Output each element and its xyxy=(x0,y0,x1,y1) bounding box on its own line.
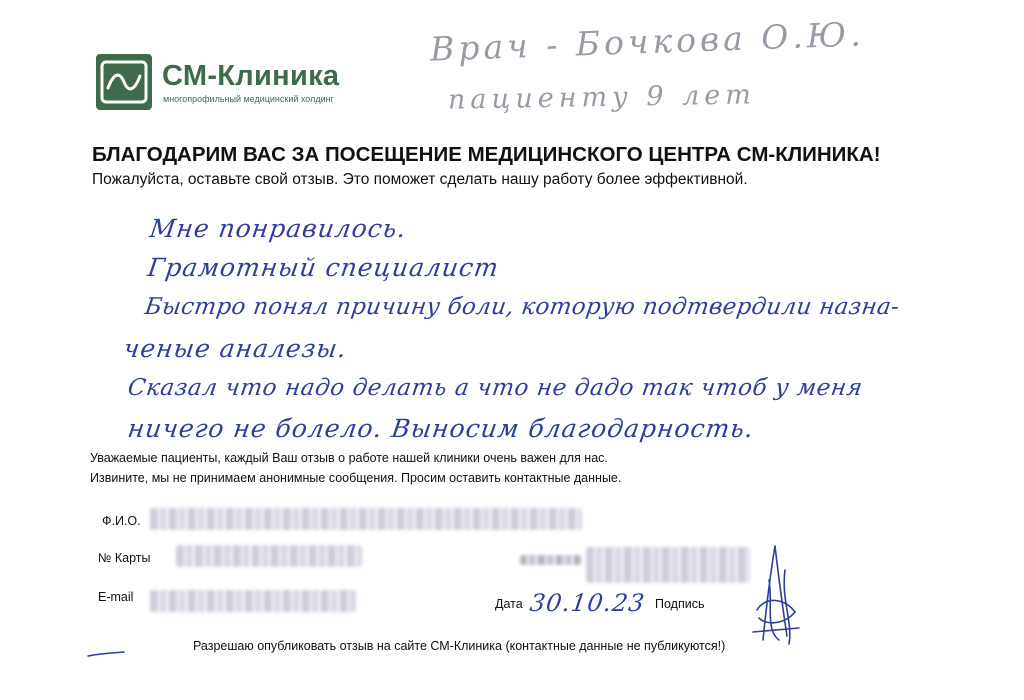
page-subtitle: Пожалуйста, оставьте свой отзыв. Это поможет сделать нашу работу более эффективной. xyxy=(92,171,748,188)
phone-prefix-redacted xyxy=(520,555,582,565)
email-label: E-mail xyxy=(98,590,134,604)
notice-line: Уважаемые пациенты, каждый Ваш отзыв о работе нашей клиники очень важен для нас. xyxy=(90,451,608,465)
logo-name: СМ-Клиника xyxy=(162,60,340,92)
publish-consent-text: Разрешаю опубликовать отзыв на сайте СМ-Клиника (контактные данные не публикуются!) xyxy=(193,639,726,653)
card-label: № Карты xyxy=(98,551,151,565)
phone-redacted-value xyxy=(586,547,750,583)
card-redacted-value xyxy=(176,545,362,567)
review-line: Мне понравилось. xyxy=(147,214,409,243)
review-line: ченые аналезы. xyxy=(121,334,349,363)
handwritten-doctor-name: Врач - Бочкова О.Ю. xyxy=(429,14,866,69)
notice-line: Извините, мы не принимаем анонимные сообщения. Просим оставить контактные данные. xyxy=(90,471,622,485)
logo-tagline: многопрофильный медицинский холдинг xyxy=(163,94,334,104)
review-line: Грамотный специалист xyxy=(145,253,501,282)
pen-stroke-mark xyxy=(86,648,126,660)
fio-label: Ф.И.О. xyxy=(102,514,141,528)
fio-redacted-value xyxy=(150,508,582,530)
email-redacted-value xyxy=(150,590,356,612)
sm-klinika-logo-icon xyxy=(96,54,152,110)
page-title: БЛАГОДАРИМ ВАС ЗА ПОСЕЩЕНИЕ МЕДИЦИНСКОГО ЦЕНТРА СМ-КЛИНИКА! xyxy=(92,143,881,166)
review-line: Быстро понял причину боли, которую подтвердили назна- xyxy=(143,294,901,320)
signature-scribble xyxy=(745,540,805,650)
handwritten-patient-age: пациенту 9 лет xyxy=(447,79,757,116)
date-label: Дата xyxy=(495,597,523,611)
review-line: ничего не болело. Выносим благодарность. xyxy=(125,414,757,443)
date-value: 30.10.23 xyxy=(528,589,647,617)
signature-label: Подпись xyxy=(655,597,705,611)
review-line: Сказал что надо делать а что не дадо так чтоб у меня xyxy=(126,375,865,401)
